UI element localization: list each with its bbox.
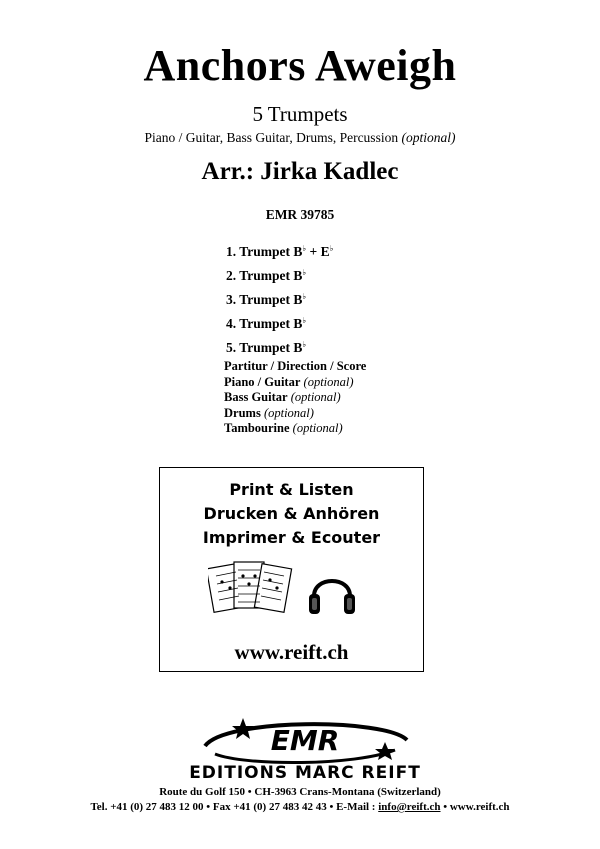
extras-list [224, 359, 366, 437]
instrumentation-optional: (optional) [401, 130, 456, 145]
part-item: 1. Trumpet B♭ + E♭ [226, 244, 334, 259]
extra-item: Tambourine (optional) [224, 421, 343, 435]
logo-emr-text: EMR [270, 724, 340, 757]
catalog-code: EMR 39785 [265, 207, 335, 222]
sheet-music-icon [208, 558, 298, 622]
promo-url-link[interactable]: www.reift.ch [234, 640, 349, 664]
part-item: 4. Trumpet B♭ [226, 316, 307, 331]
part-item: 2. Trumpet B♭ [226, 268, 307, 283]
arranger: Arr.: Jirka Kadlec [201, 158, 399, 185]
extra-item: Piano / Guitar (optional) [224, 374, 354, 389]
extra-item: Partitur / Direction / Score [224, 359, 367, 373]
publisher-contact: Tel. +41 (0) 27 483 12 00 • Fax +41 (0) 27 483 42 43 • E-Mail : info@reift.ch • www.reift.ch [90, 801, 510, 813]
instrumentation [0, 130, 600, 146]
promo-line-print-listen: Print & Listen [229, 480, 354, 499]
instrumentation-main: Piano / Guitar, Bass Guitar, Drums, Percussion [144, 130, 399, 145]
publisher-info [0, 785, 600, 815]
part-item: 5. Trumpet B♭ [226, 340, 307, 355]
print-listen-box [159, 467, 424, 672]
promo-line-imprimer: Imprimer & Ecouter [202, 528, 381, 547]
title: Anchors Aweigh [143, 41, 457, 90]
parts-list [226, 238, 333, 358]
part-item: 3. Trumpet B♭ [226, 292, 307, 307]
headphones-icon [306, 564, 358, 620]
publisher-address: Route du Golf 150 • CH-3963 Crans-Montana (Switzerland) [159, 786, 441, 798]
extra-item: Drums (optional) [224, 405, 314, 420]
email-link[interactable]: info@reift.ch [378, 801, 441, 813]
emr-logo [155, 712, 455, 782]
subtitle: 5 Trumpets [252, 102, 348, 126]
logo-publisher-name: EDITIONS MARC REIFT [189, 763, 421, 782]
promo-line-drucken: Drucken & Anhören [203, 504, 380, 523]
extra-item: Bass Guitar (optional) [224, 390, 341, 404]
